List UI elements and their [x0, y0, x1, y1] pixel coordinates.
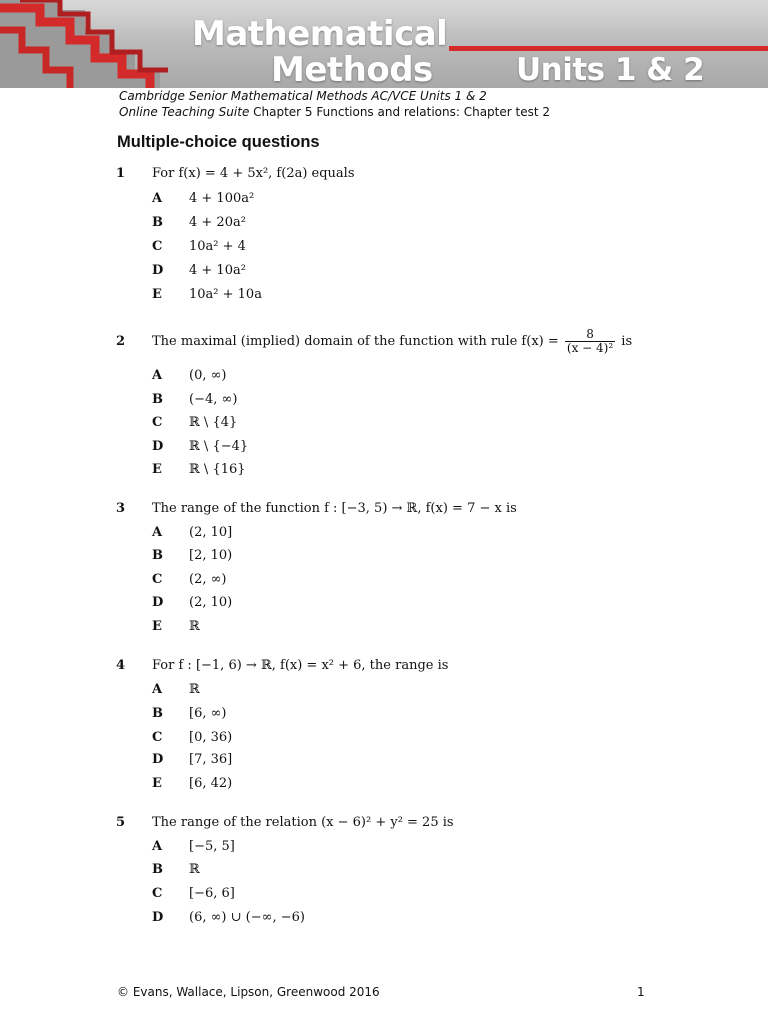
option-letter: B	[152, 215, 163, 230]
option-text: [2, 10)	[189, 548, 233, 563]
option-text: ℝ	[189, 619, 200, 634]
option-letter: E	[152, 287, 162, 302]
option-letter: A	[152, 191, 163, 206]
stem-text: The maximal (implied) domain of the function with rule f(x) =	[152, 334, 559, 349]
option-letter: D	[152, 910, 164, 925]
header-banner	[0, 0, 768, 88]
question-stem: The range of the function f : [−3, 5) → ℝ, f(x) = 7 − x is	[152, 501, 517, 516]
book-title-line: Cambridge Senior Mathematical Methods AC/VCE Units 1 & 2	[119, 89, 487, 103]
question-number: 1	[116, 166, 126, 181]
question-stem: For f(x) = 4 + 5x², f(2a) equals	[152, 166, 355, 181]
option-text: (0, ∞)	[189, 368, 227, 383]
option-letter: B	[152, 706, 163, 721]
section-title: Multiple-choice questions	[117, 133, 320, 151]
question-stem: The range of the relation (x − 6)² + y² = 25 is	[152, 815, 454, 830]
option-letter: E	[152, 776, 162, 791]
question-number: 4	[116, 658, 126, 673]
option-letter: B	[152, 392, 163, 407]
option-letter: C	[152, 730, 163, 745]
option-text: 10a² + 4	[189, 239, 246, 254]
option-text: (−4, ∞)	[189, 392, 238, 407]
banner-title-methods: Methods	[271, 50, 433, 88]
question-stem	[152, 324, 632, 360]
stem-text-end: is	[621, 334, 633, 349]
option-text: 4 + 10a²	[189, 263, 246, 278]
banner-title-mathematical: Mathematical	[192, 14, 448, 54]
option-letter: A	[152, 368, 163, 383]
option-letter: B	[152, 548, 163, 563]
option-text: ℝ \ {4}	[189, 415, 238, 430]
option-text: [7, 36]	[189, 752, 233, 767]
option-letter: C	[152, 239, 163, 254]
question-stem: For f : [−1, 6) → ℝ, f(x) = x² + 6, the range is	[152, 658, 449, 673]
fraction-numerator: 8	[586, 327, 594, 341]
option-text: [−5, 5]	[189, 839, 235, 854]
chapter-line	[119, 104, 550, 120]
question-number: 5	[116, 815, 126, 830]
option-letter: D	[152, 439, 164, 454]
option-text: 10a² + 10a	[189, 287, 262, 302]
page-number: 1	[637, 985, 645, 999]
option-text: ℝ \ {16}	[189, 462, 246, 477]
option-text: [−6, 6]	[189, 886, 235, 901]
option-letter: C	[152, 572, 163, 587]
fraction	[565, 328, 615, 355]
option-letter: D	[152, 752, 164, 767]
question-number: 2	[116, 334, 126, 349]
option-text: ℝ	[189, 682, 200, 697]
option-text: (2, ∞)	[189, 572, 227, 587]
option-text: 4 + 20a²	[189, 215, 246, 230]
chapter-title: Chapter 5 Functions and relations: Chapter test 2	[249, 105, 551, 119]
suite-name: Online Teaching Suite	[119, 105, 250, 119]
option-letter: E	[152, 462, 162, 477]
option-letter: D	[152, 263, 164, 278]
option-text: 4 + 100a²	[189, 191, 255, 206]
staircase-graphic	[0, 0, 190, 88]
copyright-footer: © Evans, Wallace, Lipson, Greenwood 2016	[117, 985, 380, 999]
option-letter: E	[152, 619, 162, 634]
option-letter: B	[152, 862, 163, 877]
fraction-denominator: (x − 4)²	[566, 341, 614, 355]
option-letter: C	[152, 415, 163, 430]
option-text: [6, ∞)	[189, 706, 227, 721]
option-letter: A	[152, 525, 163, 540]
option-text: [6, 42)	[189, 776, 233, 791]
option-letter: D	[152, 595, 164, 610]
option-letter: A	[152, 839, 163, 854]
option-text: (6, ∞) ∪ (−∞, −6)	[189, 910, 305, 925]
option-text: [0, 36)	[189, 730, 233, 745]
banner-units: Units 1 & 2	[516, 52, 705, 88]
option-text: (2, 10]	[189, 525, 233, 540]
option-text: (2, 10)	[189, 595, 233, 610]
option-letter: A	[152, 682, 163, 697]
option-text: ℝ \ {−4}	[189, 439, 249, 454]
option-letter: C	[152, 886, 163, 901]
question-number: 3	[116, 501, 126, 516]
option-text: ℝ	[189, 862, 200, 877]
